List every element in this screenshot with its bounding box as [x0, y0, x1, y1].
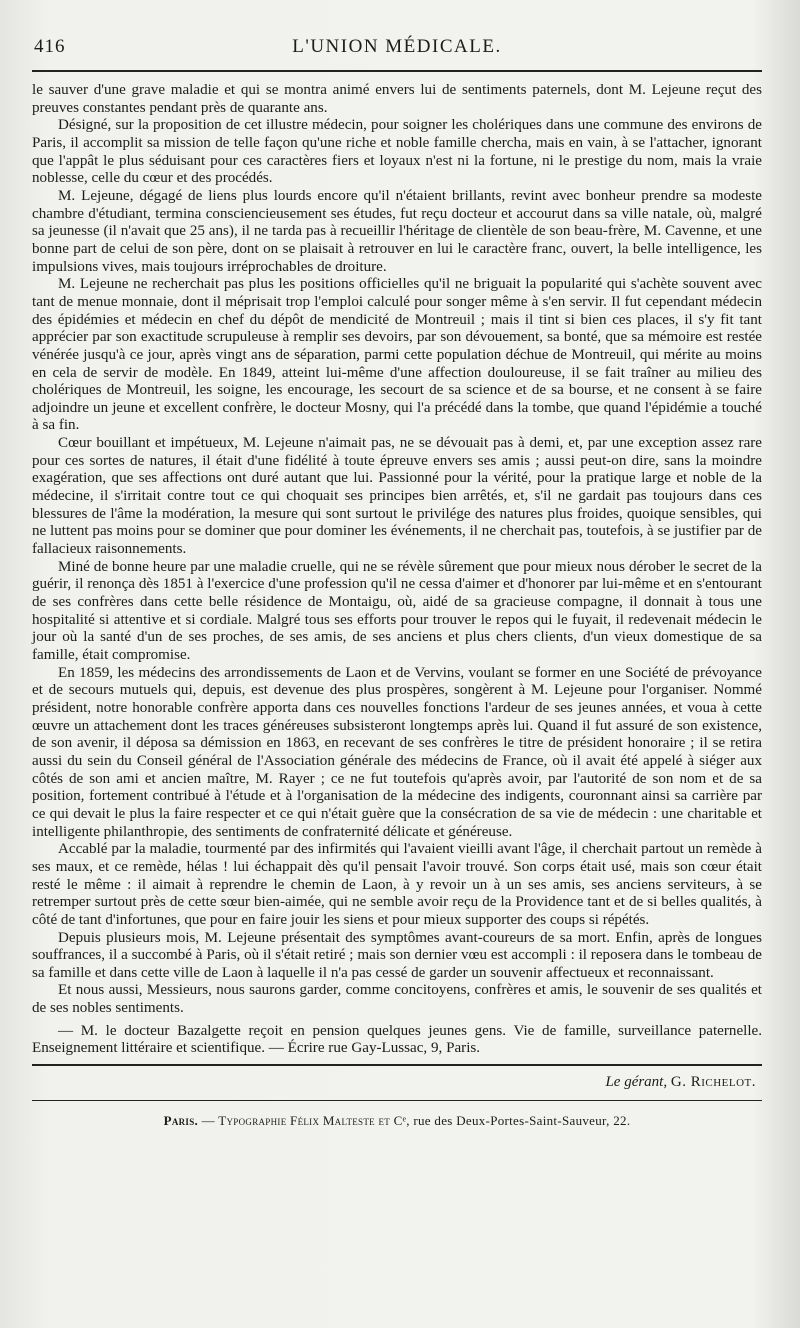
gerant-name: G. Richelot. [670, 1074, 756, 1091]
classified-notice: — M. le docteur Bazalgette reçoit en pension quelques jeunes gens. Vie de famille, surveillance paternelle. Enseignement littéraire et scientifique. — Écrire rue Gay-Lussac, 9, Paris. [32, 1022, 762, 1057]
paragraph: Cœur bouillant et impétueux, M. Lejeune n'aimait pas, ne se dévouait pas à demi, et, par une exception assez rare pour ces sortes de natures, il était d'une fidélité à toute épreuve envers ses amis ; aussi peut-on dire, sans la moindre exagération, que ses affections ont duré autant que lui. Passionné pour la vérité, pour la pratique large et noble de la médecine, il s'irritait contre tout ce qui choquait ses principes bien arrêtés, et, s'il ne gardait pas toujours dans ces blessures de l'âme la modération, la mesure qui sont surtout le privilége des natures plus froides, quoique sensibles, qui ne luttent pas moins pour se dominer que pour dominer les événements, il ne cherchait pas, toutefois, à se justifier par de fallacieux raisonnements. [32, 435, 762, 558]
paragraph: M. Lejeune, dégagé de liens plus lourds encore qu'il n'étaient brillants, revint avec bonheur prendre sa modeste chambre d'étudiant, termina consciencieusement ses études, fut reçu docteur et accourut dans sa ville natale, où, malgré sa jeunesse (il n'avait que 25 ans), il ne tarda pas à recueillir l'héritage de clientèle de son beau-frère, M. Cavenne, et une bonne part de celui de son père, dont on se plaisait à retrouver en lui le caractère franc, ouvert, la belle intelligence, les impulsions vives, mais toujours irréprochables de droiture. [32, 187, 762, 275]
article-body [32, 82, 762, 1018]
gerant-role: Le gérant, [605, 1074, 668, 1091]
page-number: 416 [34, 36, 66, 57]
paragraph: le sauver d'une grave maladie et qui se montra animé envers lui de sentiments paternels, dont M. Lejeune reçut des preuves constantes pendant près de quarante ans. [32, 82, 762, 116]
header-rule [32, 70, 762, 72]
journal-title: L'UNION MÉDICALE. [292, 36, 502, 57]
imprint-address: rue des Deux-Portes-Saint-Sauveur, 22. [413, 1113, 631, 1129]
imprint-city: Paris. [163, 1113, 199, 1129]
paragraph: Et nous aussi, Messieurs, nous saurons garder, comme concitoyens, confrères et amis, le souvenir de ses qualités et de ses nobles sentiments. [32, 982, 762, 1017]
paragraph: En 1859, les médecins des arrondissements de Laon et de Vervins, voulant se former en une Société de prévoyance et de secours mutuels qui, depuis, est devenue des plus prospères, songèrent à M. Lejeune pour l'organiser. Nommé président, notre honorable confrère apporta dans ces nouvelles fonctions l'ardeur de ses jeunes années, et voua à cette œuvre un attachement dont les traces généreuses subsisteront longtemps après lui. Quand il fut assuré de son existence, de son avenir, il déposa sa démission en 1863, en recevant de ses confrères le titre de président honoraire ; il se retira aussi du sein du Conseil général de l'Association générale des médecins de France, où il avait été appelé à siéger aux côtés de son ami et ancien maître, M. Rayer ; ce ne fut toutefois qu'après avoir, par l'autorité de son nom et de sa position, fortement contribué à l'étude et à l'organisation de la médecine des indigents, couronnant ainsi sa carrière par ce qui devait le plus la faire respecter et ce qui n'était guère que la consécration de sa vie de médecin : une charitable et intelligente philanthropie, des sentiments de confraternité délicate et généreuse. [32, 664, 762, 840]
paragraph: Depuis plusieurs mois, M. Lejeune présentait des symptômes avant-coureurs de sa mort. Enfin, après de longues souffrances, il a succombé à Paris, où il s'était retiré ; mais son dernier vœu est accompli : il reposera dans le tombeau de sa famille et dans cette ville de Laon à laquelle il n'a pas cessé de garder un souvenir affectueux et reconnaissant. [32, 929, 762, 981]
paragraph: M. Lejeune ne recherchait pas plus les positions officielles qu'il ne briguait la popularité qui s'achète souvent avec tant de menue monnaie, dont il méprisait trop l'emploi calculé pour songer même à s'en servir. Il fut cependant médecin des épidémies et médecin en chef du dépôt de mendicité de Montreuil ; mais il tint si bien ces places, il s'y fit tant apprécier par son exactitude scrupuleuse à remplir ses devoirs, par son dévouement, sa bonté, que sa mémoire est restée vénérée jusqu'à ce jour, après vingt ans de séparation, parmi cette population déchue de Montreuil, qui mérite au moins en cela de servir de modèle. En 1849, atteint lui-même d'une affection douloureuse, il se fait traîner au milieu des cholériques de Montreuil, les soigne, les encourage, les secourt de sa science et de sa bourse, et ne consent à se faire adjoindre un jeune et excellent confrère, le docteur Mosny, qui l'a précédé dans la tombe, que quand l'épidémie a touché à sa fin. [32, 276, 762, 434]
printer-imprint [32, 1101, 762, 1129]
running-head [32, 28, 762, 64]
paragraph: Miné de bonne heure par une maladie cruelle, qui ne se révèle sûrement que pour mieux nous dérober le secret de la guérir, il renonça dès 1851 à l'exercice d'une profession qu'il ne cessa d'aimer et d'honorer par lui-même et en s'entourant de ses confrères dans cette belle résidence de Montaigu, où, aidé de sa gracieuse compagne, il donnait à tous une hospitalité si attentive et si cordiale. Malgré tous ses efforts pour trouver le repos qui le fuyait, il redevenait médecin le jour où la santé d'un de ses proches, de ses amis, de ses anciens et plus chers clients, d'un vieux domestique de sa famille, était compromise. [32, 558, 762, 663]
gerant-signature [32, 1066, 762, 1096]
imprint-printer: — Typographie Félix Malteste et Cᵉ, [201, 1113, 410, 1129]
paragraph: Accablé par la maladie, tourmenté par des infirmités qui l'avaient vieilli avant l'âge, il cherchait partout un remède à ses maux, et ce remède, hélas ! lui échappait dès qu'il pensait l'avoir trouvé. Son corps était usé, mais son cœur était resté le même : il aimait à reprendre le chemin de Laon, à y revoir un à un ses amis, ses anciens serviteurs, à se retremper surtout près de cette sœur bien-aimée, qui ne semble avoir reçu de la Providence tant et de si belles qualités, à côté de tant d'infortunes, que pour en faire jouir les siens et pour mieux supporter des coups si répétés. [32, 841, 762, 928]
paragraph: Désigné, sur la proposition de cet illustre médecin, pour soigner les cholériques dans une commune des environs de Paris, il accomplit sa mission de telle façon qu'une riche et noble famille chercha, mais en vain, à se l'attacher, ignorant que l'appât le plus séduisant pour ces caractères fiers et loyaux n'est ni la fortune, ni le prestige du nom, mais la vraie noblesse, celle du cœur et des procédés. [32, 117, 762, 187]
